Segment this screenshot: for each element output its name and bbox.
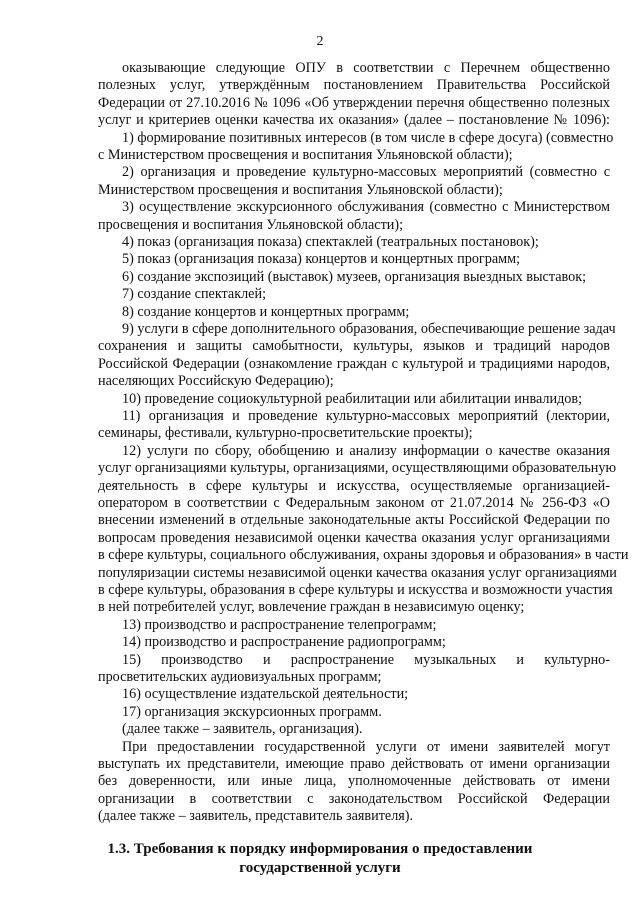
text-line: При предоставлении государственной услуги от имени заявителей могут	[122, 738, 610, 755]
section-heading: 1.3. Требования к порядку информирования о предоставлении	[107, 840, 533, 857]
text-line: с Министерством просвещения и воспитания Ульяновской области);	[98, 147, 513, 163]
text-line: (далее также – заявитель, организация).	[122, 721, 363, 738]
text-line: оператором в соответствии с Федеральным законом от 21.07.2014 № 256-ФЗ «О	[98, 495, 610, 511]
text-line: 5) показ (организация показа) концертов и концертных программ;	[122, 251, 521, 268]
text-line: услуг организациями культуры, организациями, осуществляющими образовательную	[98, 460, 617, 477]
text-line: организации в соответствии с законодательством Российской Федерации	[98, 790, 610, 807]
text-line: выступать их представители, имеющие право действовать от имени организации	[98, 756, 610, 772]
text-line: просвещения и воспитания Ульяновской области);	[98, 216, 404, 233]
text-line: в сфере культуры, социального обслуживания, охраны здоровья и образования» в части	[98, 547, 629, 564]
text-line: 14) производство и распространение радиопрограмм;	[122, 634, 446, 651]
text-line: 6) создание экспозиций (выставок) музеев, организация выездных выставок;	[122, 268, 587, 285]
section-heading: государственной услуги	[239, 859, 401, 876]
text-line: просветительских аудиовизуальных программ;	[98, 669, 382, 685]
text-line: 1) формирование позитивных интересов (в том числе в сфере досуга) (совместно	[122, 129, 614, 146]
text-line: Федерации от 27.10.2016 № 1096 «Об утверждении перечня общественно полезных	[98, 94, 610, 111]
text-line: 10) проведение социокультурной реабилитации или абилитации инвалидов;	[122, 390, 583, 407]
text-line: 13) производство и распространение телепрограмм;	[122, 616, 437, 633]
text-line: внесении изменений в отдельные законодательные акты Российской Федерации по	[98, 512, 610, 529]
text-line: полезных услуг, утверждённым постановлением Правительства Российской	[98, 77, 610, 94]
text-line: (далее также – заявитель, представитель заявителя).	[98, 808, 414, 825]
text-line: сохранения и защиты самобытности, культуры, языков и традиций народов	[98, 338, 610, 355]
text-line: 15) производство и распространение музыкальных и культурно-	[122, 651, 610, 668]
text-line: 4) показ (организация показа) спектаклей (театральных постановок);	[122, 234, 539, 250]
text-line: вопросам проведения независимой оценки качества оказания услуг организациями	[98, 529, 610, 546]
text-line: 17) организация экскурсионных программ.	[122, 703, 382, 720]
text-line: услуг и критериев оценки качества их оказания» (далее – постановление № 1096):	[98, 112, 610, 129]
text-line: 3) осуществление экскурсионного обслуживания (совместно с Министерством	[122, 199, 610, 216]
text-line: семинары, фестивали, культурно-просветительские проекты);	[98, 425, 473, 442]
page-number: 2	[316, 34, 324, 49]
text-line: в ней потребителей услуг, вовлечение граждан в независимую оценку;	[98, 599, 525, 616]
text-line: в сфере культуры, образования в сфере культуры и искусства и возможности участия	[98, 582, 613, 598]
text-line: населяющих Российскую Федерацию);	[98, 373, 334, 390]
text-line: Российской Федерации (ознакомление граждан с культурой и традициями народов,	[98, 355, 610, 372]
text-line: 9) услуги в сфере дополнительного образования, обеспечивающие решение задач	[122, 321, 616, 337]
text-line: 8) создание концертов и концертных программ;	[122, 303, 410, 320]
text-line: 16) осуществление издательской деятельности;	[122, 686, 409, 703]
text-line: деятельность в сфере культуры и искусства, осуществляемые организацией-	[98, 477, 610, 494]
text-line: без доверенности, или иные лица, уполномоченные действовать от имени	[98, 773, 610, 790]
text-line: популяризации системы независимой оценки качества оказания услуг организациями	[98, 564, 617, 581]
text-line: 11) организация и проведение культурно-массовых мероприятий (лектории,	[122, 408, 610, 424]
text-line: оказывающие следующие ОПУ в соответствии с Перечнем общественно	[122, 60, 610, 76]
text-line: 7) создание спектаклей;	[122, 286, 267, 303]
text-line: 12) услуги по сбору, обобщению и анализу информации о качестве оказания	[122, 442, 610, 459]
text-line: 2) организация и проведение культурно-массовых мероприятий (совместно с	[122, 164, 610, 181]
text-line: Министерством просвещения и воспитания Ульяновской области);	[98, 181, 503, 198]
